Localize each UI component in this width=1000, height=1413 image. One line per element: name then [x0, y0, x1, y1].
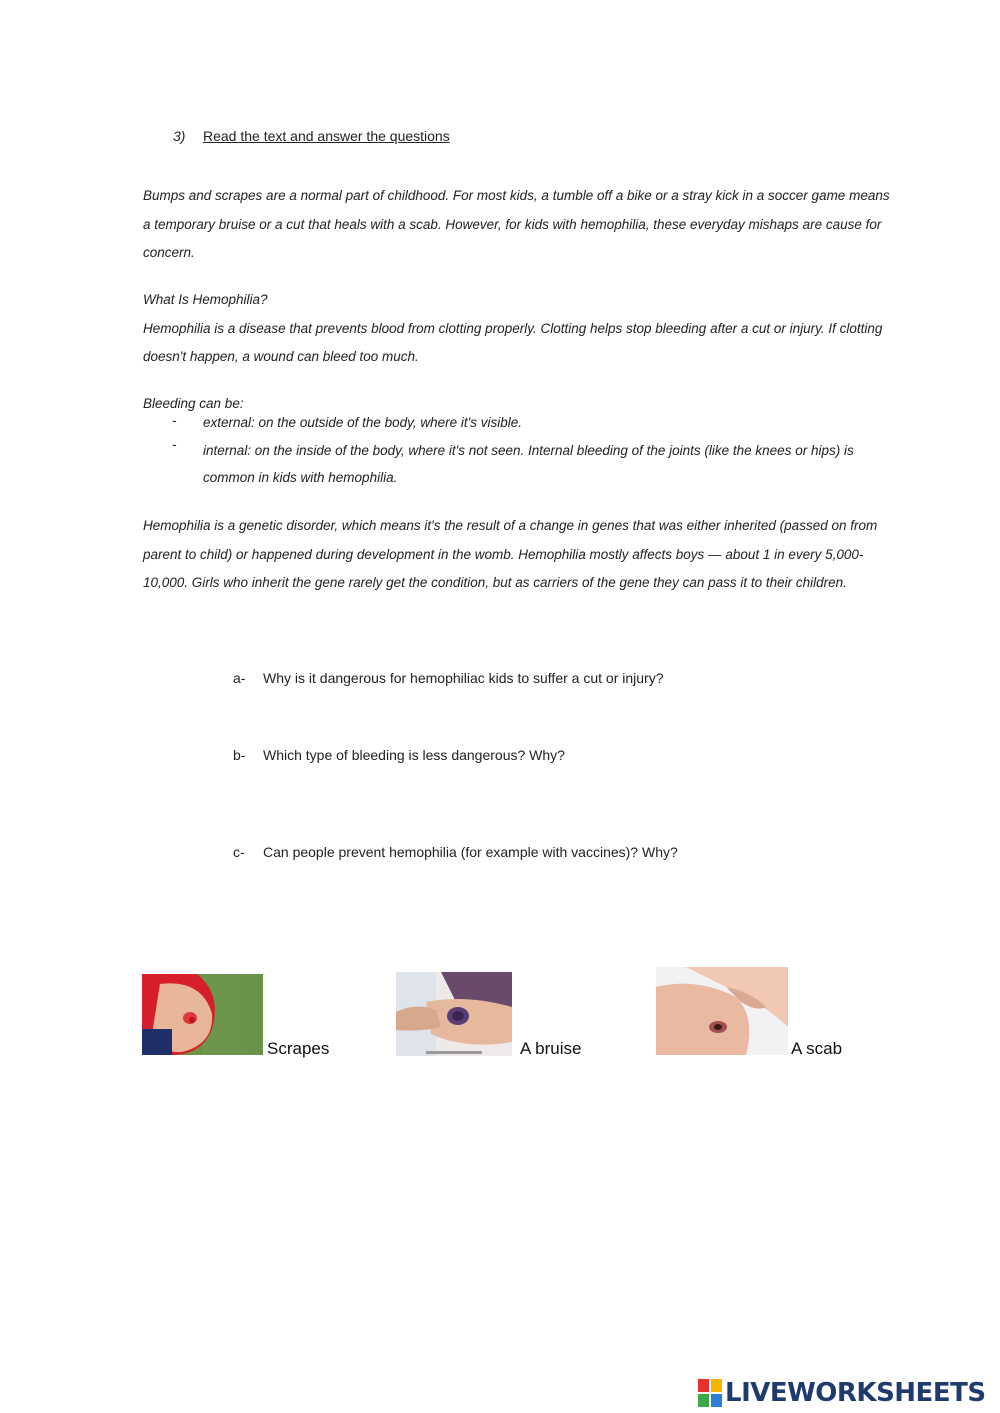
- image-caption: Scrapes: [267, 1039, 330, 1058]
- question-letter: c-: [233, 844, 245, 860]
- question-text: Can people prevent hemophilia (for example with vaccines)? Why?: [263, 844, 678, 860]
- question-letter: b-: [233, 747, 246, 763]
- image-caption: A bruise: [520, 1039, 582, 1058]
- question-a: [233, 670, 663, 686]
- what-is-section: [143, 286, 893, 372]
- exercise-instruction: Read the text and answer the questions: [203, 128, 450, 144]
- logo-text: LIVEWORKSHEETS: [725, 1378, 986, 1408]
- bleeding-title: Bleeding can be:: [143, 396, 244, 411]
- scrape-photo-icon: [142, 974, 263, 1055]
- bruise-photo-icon: [396, 972, 512, 1056]
- question-text: Why is it dangerous for hemophiliac kids to suffer a cut or injury?: [263, 670, 664, 686]
- bullet-text: external: on the outside of the body, where it's visible.: [203, 415, 523, 430]
- question-b: [233, 747, 565, 763]
- what-is-title: What Is Hemophilia?: [143, 292, 268, 307]
- list-item: [172, 413, 892, 433]
- bullet-dash: -: [172, 413, 177, 428]
- bleeding-list: [172, 413, 892, 491]
- exercise-number: 3): [173, 128, 186, 144]
- image-caption: A scab: [791, 1039, 843, 1058]
- scab-photo-icon: [656, 967, 788, 1055]
- bullet-dash: -: [172, 437, 177, 452]
- question-c: [233, 844, 678, 860]
- question-letter: a-: [233, 670, 246, 686]
- genetic-paragraph: Hemophilia is a genetic disorder, which means it's the result of a change in genes that was either inherited (passed on from parent to child) or happened during development in the womb. Hemophilia mostly affects boys — about 1 in every 5,000-10,000. Girls who inherit the gene rarely get the condition, but as carriers of the gene they can pass it to their children.: [143, 518, 878, 590]
- intro-paragraph: Bumps and scrapes are a normal part of childhood. For most kids, a tumble off a bike or a stray kick in a soccer game means a temporary bruise or a cut that heals with a scab. However, for kids with hemophilia, these everyday mishaps are cause for concern.: [143, 188, 890, 260]
- logo-mark-icon: [698, 1379, 722, 1407]
- liveworksheets-logo: [698, 1378, 986, 1408]
- list-item: [172, 437, 892, 491]
- exercise-heading: [173, 128, 450, 144]
- what-is-body: Hemophilia is a disease that prevents blood from clotting properly. Clotting helps stop bleeding after a cut or injury. If clotting doesn't happen, a wound can bleed too much.: [143, 320, 883, 364]
- bullet-text: internal: on the inside of the body, where it's not seen. Internal bleeding of the joints (like the knees or hips) is common in kids with hemophilia.: [203, 443, 854, 485]
- question-text: Which type of bleeding is less dangerous? Why?: [263, 747, 565, 763]
